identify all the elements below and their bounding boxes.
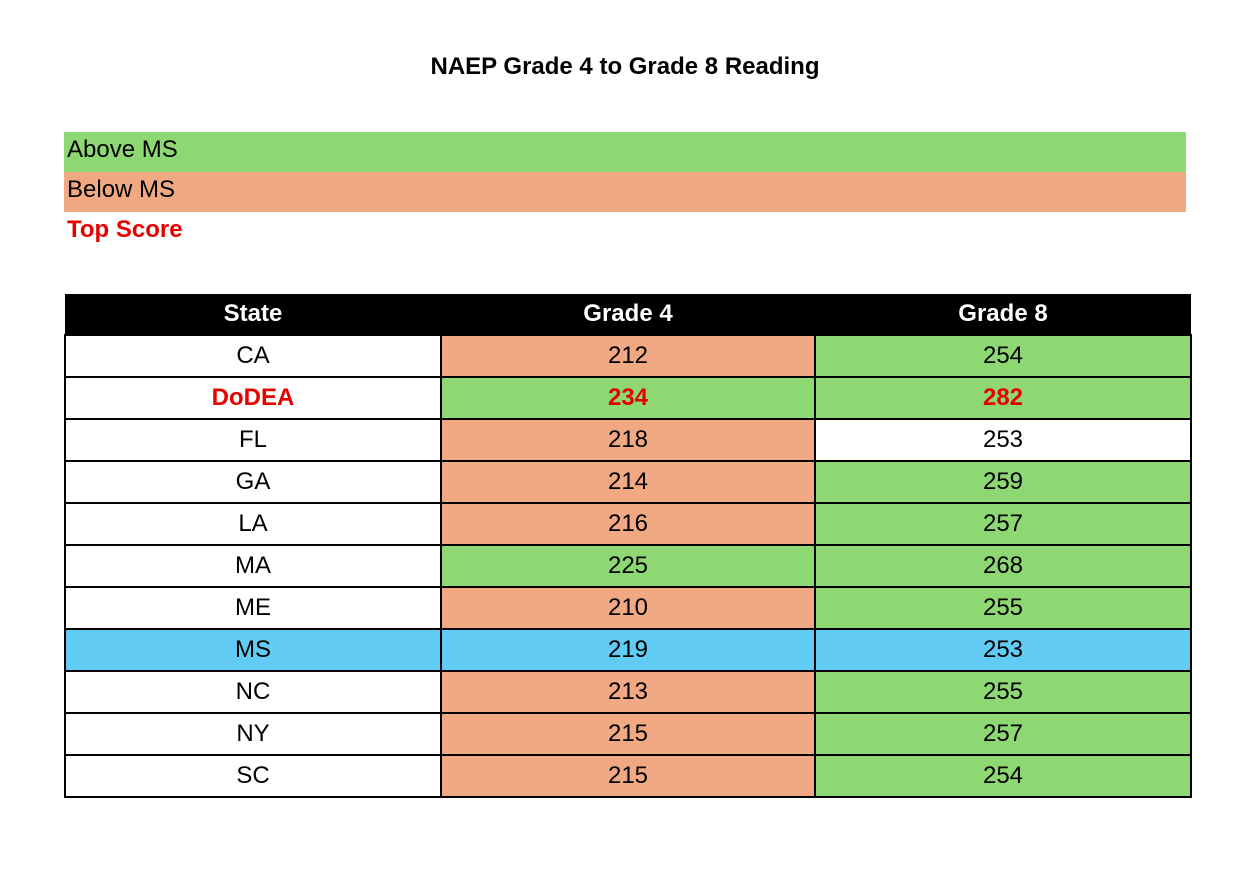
legend-top-score: Top Score — [67, 216, 183, 243]
state-cell: MA — [65, 545, 441, 587]
grade-8-cell: 253 — [815, 419, 1191, 461]
state-cell: LA — [65, 503, 441, 545]
table-row — [65, 335, 1191, 377]
table-row — [65, 671, 1191, 713]
chart-title: NAEP Grade 4 to Grade 8 Reading — [430, 53, 820, 80]
table-row — [65, 755, 1191, 797]
scores-table — [64, 294, 1192, 798]
legend-below-ms: Below MS — [64, 172, 1186, 212]
grade-4-cell: 218 — [441, 419, 815, 461]
table-row — [65, 545, 1191, 587]
state-cell: NY — [65, 713, 441, 755]
grade-4-cell: 214 — [441, 461, 815, 503]
header-state: State — [65, 294, 441, 335]
table-body — [65, 335, 1191, 797]
state-cell: ME — [65, 587, 441, 629]
state-cell: CA — [65, 335, 441, 377]
state-cell: SC — [65, 755, 441, 797]
table-row — [65, 503, 1191, 545]
grade-4-cell: 215 — [441, 713, 815, 755]
table-row — [65, 587, 1191, 629]
table-row — [65, 461, 1191, 503]
table-row — [65, 629, 1191, 671]
grade-4-cell: 212 — [441, 335, 815, 377]
grade-8-cell: 257 — [815, 713, 1191, 755]
table-header — [65, 294, 1191, 335]
grade-8-cell: 254 — [815, 335, 1191, 377]
grade-8-cell: 257 — [815, 503, 1191, 545]
grade-8-cell: 253 — [815, 629, 1191, 671]
header-row — [65, 294, 1191, 335]
state-cell: MS — [65, 629, 441, 671]
grade-4-cell: 213 — [441, 671, 815, 713]
grade-8-cell: 254 — [815, 755, 1191, 797]
table-row — [65, 419, 1191, 461]
grade-4-cell: 225 — [441, 545, 815, 587]
grade-4-cell: 219 — [441, 629, 815, 671]
grade-8-cell: 268 — [815, 545, 1191, 587]
header-grade-4: Grade 4 — [441, 294, 815, 335]
state-cell: FL — [65, 419, 441, 461]
legend-above-ms: Above MS — [64, 132, 1186, 172]
grade-4-cell: 234 — [441, 377, 815, 419]
state-cell: DoDEA — [65, 377, 441, 419]
grade-8-cell: 282 — [815, 377, 1191, 419]
header-grade-8: Grade 8 — [815, 294, 1191, 335]
grade-8-cell: 255 — [815, 587, 1191, 629]
state-cell: NC — [65, 671, 441, 713]
grade-4-cell: 215 — [441, 755, 815, 797]
grade-4-cell: 210 — [441, 587, 815, 629]
table-row — [65, 713, 1191, 755]
state-cell: GA — [65, 461, 441, 503]
grade-8-cell: 255 — [815, 671, 1191, 713]
grade-8-cell: 259 — [815, 461, 1191, 503]
grade-4-cell: 216 — [441, 503, 815, 545]
table-row — [65, 377, 1191, 419]
